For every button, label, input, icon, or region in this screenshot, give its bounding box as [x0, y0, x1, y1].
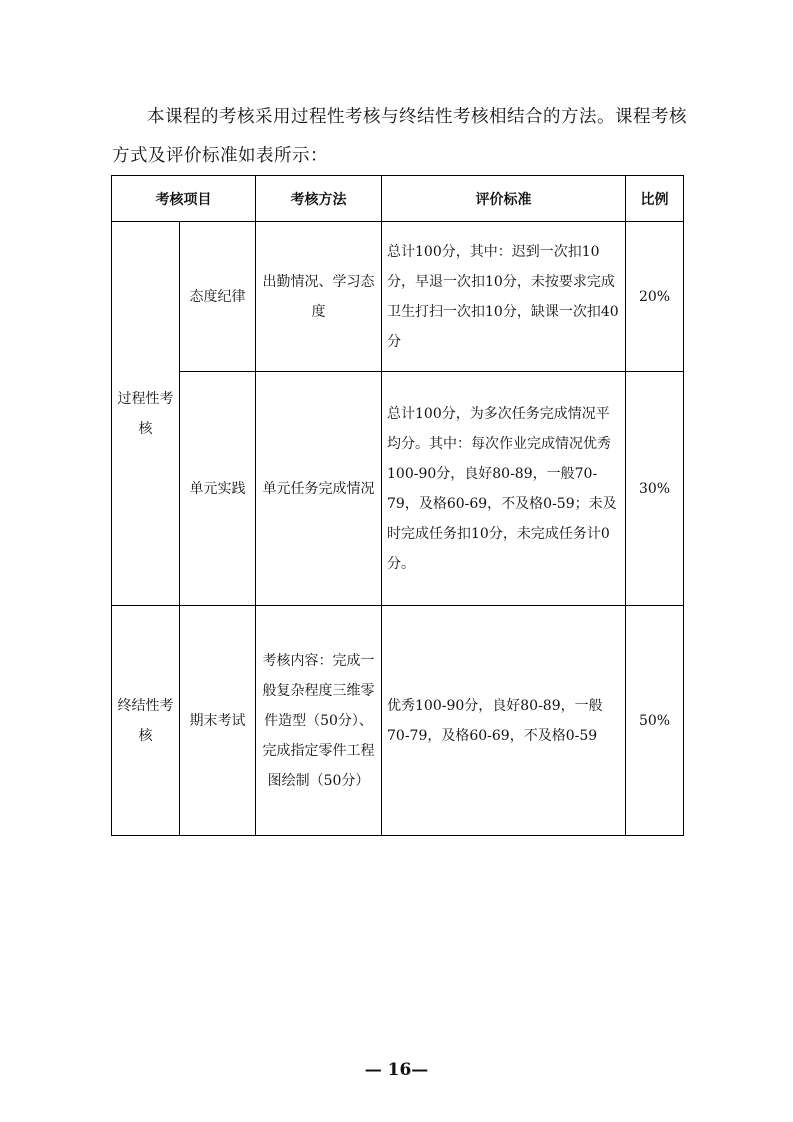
table-row: [112, 222, 684, 372]
row-standard: 优秀100-90分，良好80-89，一般70-79，及格60-69，不及格0-59: [382, 606, 626, 836]
header-ratio: 比例: [626, 176, 684, 222]
group-process: 过程性考核: [112, 222, 180, 606]
assessment-table: [111, 175, 684, 836]
row-sub-item: 单元实践: [180, 372, 256, 606]
row-method: 单元任务完成情况: [256, 372, 382, 606]
header-standard: 评价标准: [382, 176, 626, 222]
row-ratio: 30%: [626, 372, 684, 606]
row-sub-item: 态度纪律: [180, 222, 256, 372]
group-final: 终结性考核: [112, 606, 180, 836]
header-item: 考核项目: [112, 176, 256, 222]
row-ratio: 20%: [626, 222, 684, 372]
row-sub-item: 期末考试: [180, 606, 256, 836]
row-ratio: 50%: [626, 606, 684, 836]
row-standard: 总计100分，为多次任务完成情况平均分。其中：每次作业完成情况优秀100-90分，良好80-89，一般70-79，及格60-69，不及格0-59；未及时完成任务扣10分，未完成任务计0分。: [382, 372, 626, 606]
table-header-row: [112, 176, 684, 222]
row-standard: 总计100分，其中：迟到一次扣10分，早退一次扣10分，未按要求完成卫生打扫一次扣10分，缺课一次扣40分: [382, 222, 626, 372]
intro-paragraph: 本课程的考核采用过程性考核与终结性考核相结合的方法。课程考核方式及评价标准如表所示：: [112, 107, 687, 166]
page-number: — 16—: [364, 1060, 429, 1080]
table-row: [112, 372, 684, 606]
row-method: 考核内容：完成一般复杂程度三维零件造型（50分）、完成指定零件工程图绘制（50分）: [256, 606, 382, 836]
table-row: [112, 606, 684, 836]
header-method: 考核方法: [256, 176, 382, 222]
row-method: 出勤情况、学习态度: [256, 222, 382, 372]
